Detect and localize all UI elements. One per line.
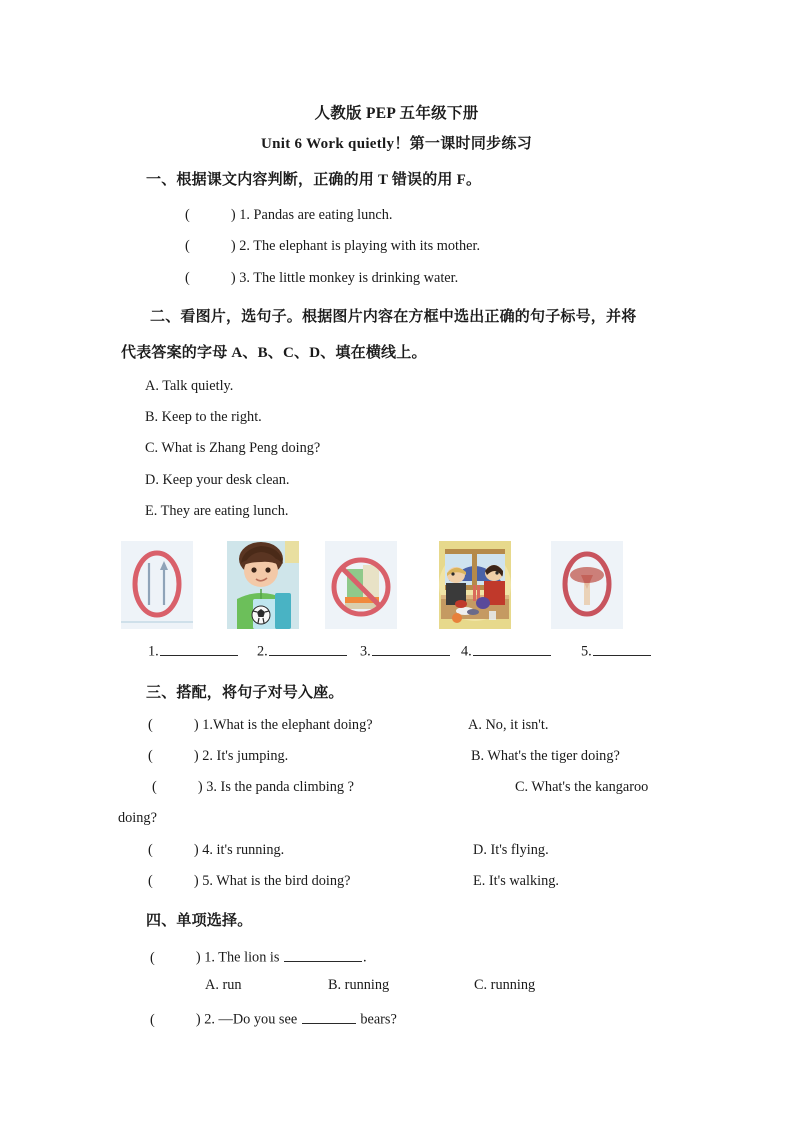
- match-item-2: [148, 749, 288, 765]
- page-subtitle: Unit 6 Work quietly！第一课时同步练习: [260, 136, 533, 152]
- picture-4-students-eating-lunch-photo: [439, 541, 511, 629]
- mcq-item-2-text-before: ) 2. —Do you see: [195, 1011, 301, 1028]
- picture-answer-blank-2-label: 2.: [257, 643, 268, 660]
- match-item-3-wrapped-text: doing?: [118, 810, 157, 826]
- match-item-1: [148, 718, 373, 734]
- section-3-heading: 三、搭配，将句子对号入座。: [146, 685, 344, 701]
- answer-bracket-open[interactable]: (: [150, 1011, 155, 1028]
- match-option-a: A. No, it isn't.: [468, 717, 549, 733]
- mcq-item-1-blank[interactable]: [284, 947, 362, 962]
- true-false-item-3: [185, 271, 458, 287]
- answer-bracket-open[interactable]: (: [185, 270, 190, 286]
- mcq-item-1-option-a[interactable]: A. run: [205, 977, 242, 993]
- page-title: 人教版 PEP 五年级下册: [314, 105, 479, 122]
- true-false-item-1-text: ) 1. Pandas are eating lunch.: [230, 207, 393, 223]
- mcq-item-1-text-before: ) 1. The lion is: [195, 949, 284, 966]
- picture-answer-blank-1-label: 1.: [148, 643, 159, 660]
- match-item-4-text: ) 4. it's running.: [193, 842, 285, 858]
- mcq-item-2: [150, 1009, 397, 1028]
- picture-answer-blank-5-label: 5.: [581, 643, 592, 660]
- answer-bracket-open[interactable]: (: [185, 238, 190, 254]
- sentence-choice-a: A. Talk quietly.: [145, 378, 234, 394]
- answer-bracket-open[interactable]: (: [185, 207, 190, 223]
- match-option-c: C. What's the kangaroo: [515, 779, 649, 795]
- match-item-5: [148, 874, 351, 890]
- answer-bracket-open[interactable]: (: [152, 779, 157, 795]
- picture-5-no-loud-talking-sign: [551, 541, 623, 629]
- picture-answer-blank-4[interactable]: [461, 641, 552, 661]
- mcq-item-1-text-after: .: [363, 949, 367, 966]
- mcq-item-1-option-c[interactable]: C. running: [474, 977, 536, 993]
- match-item-5-text: ) 5. What is the bird doing?: [193, 873, 351, 889]
- match-item-1-text: ) 1.What is the elephant doing?: [193, 717, 373, 733]
- mcq-item-1: [150, 947, 367, 966]
- picture-answer-blank-3[interactable]: [360, 641, 451, 661]
- mcq-item-2-blank[interactable]: [302, 1009, 356, 1024]
- section-4-heading: 四、单项选择。: [146, 913, 253, 929]
- section-1-heading: 一、根据课文内容判断，正确的用 T 错误的用 F。: [146, 172, 482, 188]
- mcq-item-2-text-after: bears?: [356, 1011, 397, 1028]
- sentence-choice-d: D. Keep your desk clean.: [145, 472, 290, 488]
- answer-bracket-open[interactable]: (: [150, 949, 155, 966]
- picture-answer-blank-3-label: 3.: [360, 643, 371, 660]
- picture-answer-blank-5[interactable]: [581, 641, 652, 661]
- answer-bracket-open[interactable]: (: [148, 748, 153, 764]
- answer-bracket-open[interactable]: (: [148, 842, 153, 858]
- picture-answer-blank-2[interactable]: [257, 641, 348, 661]
- match-option-d: D. It's flying.: [473, 842, 549, 858]
- true-false-item-1: [185, 208, 393, 224]
- sentence-choice-e: E. They are eating lunch.: [145, 503, 289, 519]
- true-false-item-2: [185, 239, 480, 255]
- true-false-item-3-text: ) 3. The little monkey is drinking water.: [230, 270, 459, 286]
- match-item-3-text: ) 3. Is the panda climbing ?: [197, 779, 354, 795]
- mcq-item-1-option-b[interactable]: B. running: [328, 977, 390, 993]
- picture-3-no-messy-desk-sign: [325, 541, 397, 629]
- match-item-2-text: ) 2. It's jumping.: [193, 748, 289, 764]
- match-item-3: [152, 780, 354, 796]
- match-option-e: E. It's walking.: [473, 873, 559, 889]
- sentence-choice-c: C. What is Zhang Peng doing?: [145, 440, 321, 456]
- answer-bracket-open[interactable]: (: [148, 717, 153, 733]
- match-option-b: B. What's the tiger doing?: [471, 748, 620, 764]
- true-false-item-2-text: ) 2. The elephant is playing with its mother.: [230, 238, 481, 254]
- picture-2-boy-holding-book-photo: [227, 541, 299, 629]
- sentence-choice-b: B. Keep to the right.: [145, 409, 262, 425]
- section-2-heading-line-1: 二、看图片，选句子。根据图片内容在方框中选出正确的句子标号，并将: [150, 309, 637, 325]
- match-item-4: [148, 843, 284, 859]
- answer-bracket-open[interactable]: (: [148, 873, 153, 889]
- picture-answer-blank-4-label: 4.: [461, 643, 472, 660]
- section-2-heading-line-2: 代表答案的字母 A、B、C、D、填在横线上。: [121, 345, 427, 361]
- picture-answer-blank-1[interactable]: [148, 641, 239, 661]
- picture-1-keep-to-the-right-sign: [121, 541, 193, 629]
